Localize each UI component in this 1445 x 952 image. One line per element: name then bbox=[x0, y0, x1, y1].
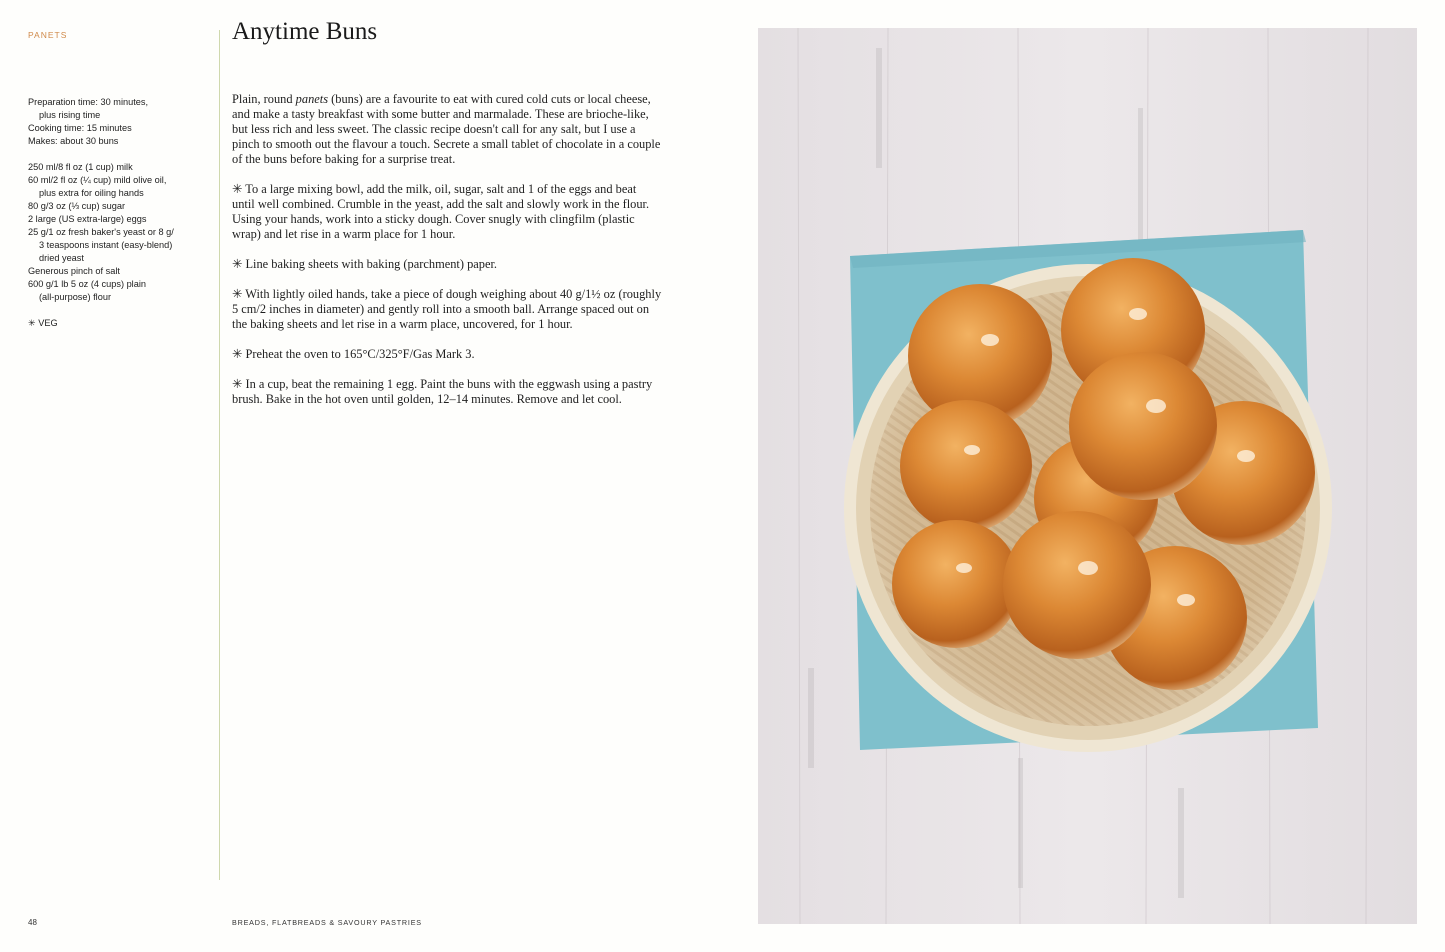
buns-photo-illustration bbox=[758, 28, 1417, 924]
yield: Makes: about 30 buns bbox=[28, 136, 119, 146]
ingredient-milk: 250 ml/8 fl oz (1 cup) milk bbox=[28, 162, 133, 172]
intro-paragraph: Plain, round panets (buns) are a favourite to eat with cured cold cuts or local cheese, and make a tasty breakfast with some butter and marmalade. These are brioche-like, but less rich and less sweet. The classic recipe doesn't call for any salt, but I use a pinch to smooth out the flavour a touch. Secrete a small tablet of chocolate in a couple of the buns before baking for a surprise treat. bbox=[232, 92, 661, 166]
method-step-2: ✳ Line baking sheets with baking (parchment) paper. bbox=[232, 257, 498, 271]
prep-time: Preparation time: 30 minutes, plus rising time bbox=[28, 97, 149, 120]
running-head: BREADS, FLATBREADS & SAVOURY PASTRIES bbox=[232, 918, 422, 927]
ingredient-yeast: 25 g/1 oz fresh baker's yeast or 8 g/ 3 teaspoons instant (easy-blend) dried yeast bbox=[28, 227, 174, 263]
diet-tag: ✳ VEG bbox=[28, 318, 58, 328]
ingredient-flour: 600 g/1 lb 5 oz (4 cups) plain (all-purpose) flour bbox=[28, 279, 146, 302]
method-step-1: ✳ To a large mixing bowl, add the milk, oil, sugar, salt and 1 of the eggs and beat until well combined. Crumble in the yeast, add the salt and slowly work in the flour. Using your hands, work into a sticky dough. Cover snugly with clingfilm (plastic wrap) and let rise in a warm place for 1 hour. bbox=[232, 182, 650, 241]
ingredient-eggs: 2 large (US extra-large) eggs bbox=[28, 214, 147, 224]
recipe-catalan-title: PANETS bbox=[28, 30, 68, 40]
method-step-3: ✳ With lightly oiled hands, take a piece of dough weighing about 40 g/1½ oz (roughly 5 cm/2 inches in diameter) and gently roll into a smooth ball. Arrange spaced out on the baking sheets and let rise in a warm place, uncovered, for 1 hour. bbox=[232, 287, 662, 331]
page-number: 48 bbox=[28, 918, 37, 927]
ingredient-list bbox=[28, 161, 208, 304]
recipe-photo bbox=[758, 28, 1417, 924]
recipe-meta bbox=[28, 96, 208, 330]
ingredient-oil: 60 ml/2 fl oz (¼ cup) mild olive oil, plus extra for oiling hands bbox=[28, 175, 167, 198]
ingredient-salt: Generous pinch of salt bbox=[28, 266, 120, 276]
recipe-title: Anytime Buns bbox=[232, 18, 378, 45]
ingredient-sugar: 80 g/3 oz (⅓ cup) sugar bbox=[28, 201, 126, 211]
cook-time: Cooking time: 15 minutes bbox=[28, 123, 132, 133]
recipe-body bbox=[232, 92, 662, 422]
method-step-5: ✳ In a cup, beat the remaining 1 egg. Paint the buns with the eggwash using a pastry brush. Bake in the hot oven until golden, 12–14 minutes. Remove and let cool. bbox=[232, 377, 653, 406]
column-divider bbox=[219, 30, 220, 880]
method-step-4: ✳ Preheat the oven to 165°C/325°F/Gas Mark 3. bbox=[232, 347, 475, 361]
